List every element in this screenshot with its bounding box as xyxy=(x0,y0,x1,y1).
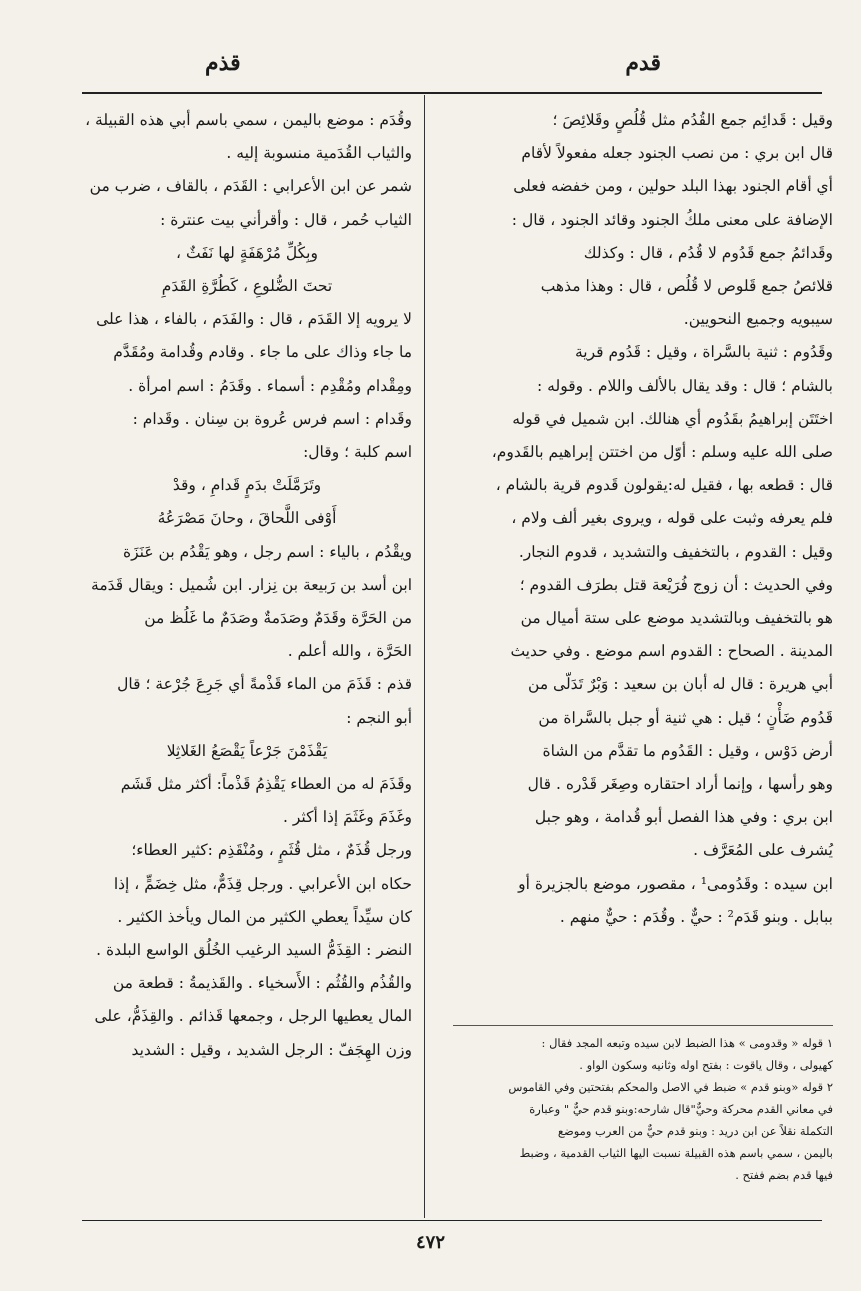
text-line: أي أقام الجنود بهذا البلد حولين ، ومن خفضه فعلى xyxy=(513,177,833,196)
top-rule xyxy=(82,92,822,94)
text-line: حكاه ابن الأعرابي . ورجل قِذَمٌّ، مثل خِضَمٍّ ، إذا xyxy=(113,874,412,893)
verse-line: وتَرَمَّلَتْ بدَمٍ قَدامِ ، وقدْ xyxy=(172,476,322,495)
text-line: أبي هريرة : قال له أبان بن سعيد : وَبْرٌ تَدَلّى من xyxy=(528,675,833,694)
text-line: قلائصُ جمع قَلوص لا قُلُص ، قال : وهذا مذهب xyxy=(540,277,833,296)
text-line: وفي الحديث : أن زوج فُرَيْعة قتل بطرَف القدوم ؛ xyxy=(519,575,833,594)
text-line: اختَتَن إبراهيمُ بقَدُوم أي هنالك. ابن شميل في قوله xyxy=(512,409,833,428)
text-line: ابن سيده : وقَدُومى¹ ، مقصور، موضع بالجزيرة أو xyxy=(518,874,833,893)
verse-line: أَوْفى اللَّحاقَ ، وحانَ مَصْرَعُهُ xyxy=(157,509,337,528)
text-line: الثياب حُمر ، قال : وأقرأني بيت عنترة : xyxy=(160,210,412,229)
column-divider xyxy=(424,95,425,1218)
text-line: قال : قطعه بها ، فقيل له:يقولون قَدوم قرية بالشام ، xyxy=(495,476,833,495)
verse-line: يَقْذَمْنَ جَرْعاً يَقْصَعُ الغَلاثِلا xyxy=(166,741,328,760)
text-line: وقَدُوم : ثنية بالسَّراة ، وقيل : قَدُوم قرية xyxy=(574,343,833,362)
text-line: وزن الهِجَفّ : الرجل الشديد ، وقيل : الشديد xyxy=(131,1040,412,1059)
text-line: أرض دَوْس ، وقيل : القَدُوم ما تقدَّم من الشاة xyxy=(542,741,833,760)
page-number: ٤٧٢ xyxy=(415,1232,445,1253)
text-line: هو بالتخفيف وبالتشديد موضع على ستة أميال من xyxy=(520,609,833,628)
header-right-word: قدم xyxy=(625,50,661,76)
footnote-line: ١ قوله « وقدومى » هذا الضبط لابن سيده وتبعه المجد فقال : xyxy=(541,1036,833,1050)
text-line: لا يرويه إلا القَدَم ، قال : والفَدَم ، بالفاء ، هذا على xyxy=(96,310,412,329)
text-line: وقيل : قَدائِم جمع القُدُم مثل قُلُصٍ وقَلائِصَ ؛ xyxy=(552,111,833,129)
footnote-line: التكملة نقلاً عن ابن دريد : وبنو قدم حيٌّ من العرب وموضع xyxy=(557,1124,833,1138)
footnote-line: فيها قدم بضم ففتح . xyxy=(735,1168,833,1182)
text-line: وقَدام : اسم فرس عُروة بن سِنان . وقَدام : xyxy=(132,409,412,428)
text-line: وقُدَم : موضع باليمن ، سمي باسم أبي هذه القبيلة ، xyxy=(85,111,412,129)
footnote-line: باليمن ، سمي باسم هذه القبيلة نسبت اليها الثياب القدمية ، وضبط xyxy=(519,1146,833,1160)
bottom-rule xyxy=(82,1220,822,1221)
footnote-line: في معاني القدم محركة وحيٌّ"قال شارحه:وبنو قدم حيٌّ " وعبارة xyxy=(529,1102,833,1116)
text-line: ومِقْدام ومُقْدِم : أسماء . وقَدَمُ : اسم امرأة . xyxy=(128,376,412,395)
footnote-line: ٢ قوله «وبنو قدم » ضبط في الاصل والمحكم بفتحتين وفي القاموس xyxy=(508,1080,833,1094)
text-line: بالشام ؛ قال : وقد يقال بالألف واللام . وقوله : xyxy=(537,376,833,395)
text-line: أبو النجم : xyxy=(346,708,412,727)
text-line: النضر : القِذَمُّ السيد الرغيب الخُلُق الواسع البلدة . xyxy=(96,941,412,960)
text-line: المدينة . الصحاح : القدوم اسم موضع . وفي حديث xyxy=(510,642,833,661)
header-left-word: قذم xyxy=(205,50,241,76)
text-line: كان سيِّداً يعطي الكثير من المال ويأخذ الكثير . xyxy=(117,907,412,926)
text-line: ما جاء وذاك على ما جاء . وقادم وقُدامة ومُقَدَّم xyxy=(113,343,412,362)
footnote-rule xyxy=(453,1025,833,1026)
text-line: الحَرَّة ، والله أعلم . xyxy=(287,642,412,661)
text-line: قَدُوم ضَأْنٍ ؛ قيل : هي ثنية أو جبل بالسَّراة من xyxy=(538,708,833,727)
text-line: وقَذَمَ له من العطاء يَقْذِمُ قَذْماً: أكثر مثل قَشَم xyxy=(120,775,412,794)
text-line: وهو رأسها ، وإنما أراد احتقاره وصِغَر قَدْره . قال xyxy=(527,775,833,794)
text-line: وقَدائمُ جمع قَدُوم لا قُدُم ، قال : وكذلك xyxy=(583,243,833,262)
text-line: قال ابن بري : من نصب الجنود جعله مفعولاً لأقام xyxy=(521,144,833,163)
right-column xyxy=(451,104,833,934)
text-line: فلم يعرفه وثبت على قوله ، ويروى بغير ألف ولام ، xyxy=(511,509,833,528)
text-line: شمر عن ابن الأعرابي : القَدَم ، بالقاف ، ضرب من xyxy=(89,177,412,196)
text-line: يُشرف على المُعَرَّف . xyxy=(693,841,833,860)
text-line: ابن أسد بن رَبيعة بن نِزار. ابن شُميل : ويقال قَدَمة xyxy=(91,575,412,594)
text-line: وغَذَمَ وغَثَمَ إذا أكثر . xyxy=(283,808,412,827)
text-line: من الحَرَّة وقَدَمٌ وصَدَمةٌ وصَدَمٌ ما غَلُظ من xyxy=(144,609,412,628)
text-line: والثياب القُدَمية منسوبة إليه . xyxy=(226,144,412,163)
text-line: الإضافة على معنى ملكُ الجنود وقائد الجنود ، قال : xyxy=(511,210,833,229)
text-line: ورجل قُذَمٌ ، مثل قُثَمٍ ، ومُنْقَذِم :كثير العطاء؛ xyxy=(131,841,412,860)
left-column xyxy=(82,104,412,1067)
text-line: وقيل : القدوم ، بالتخفيف والتشديد ، قدوم النجار. xyxy=(518,542,833,561)
text-line: سيبويه وجميع النحويين. xyxy=(683,310,833,329)
footnote-line: كهيولى ، وقال ياقوت : بفتح اوله وثانيه وسكون الواو . xyxy=(579,1058,833,1072)
text-line: اسم كلبة ؛ وقال: xyxy=(303,443,412,462)
text-line: ببابل . وبنو قَدَم² : حيٌّ . وقُدَم : حيٌّ منهم . xyxy=(559,907,833,926)
text-line: ويقْدُم ، بالياء : اسم رجل ، وهو يَقْدُم بن عَنَزَة xyxy=(123,542,412,561)
text-line: المال يعطيها الرجل ، وجمعها قَذائم . والقِذَمُّ، على xyxy=(94,1007,412,1026)
text-line: ابن بري : وفي هذا الفصل أبو قُدامة ، وهو جبل xyxy=(534,808,833,827)
verse-line: تحتَ الضُّلوعِ ، كَطُرَّةِ القَدَمِ xyxy=(161,277,333,296)
text-line: والقُذُم والقُثُم : الأَسخياء . والقَذيمةُ : قطعة من xyxy=(112,974,412,993)
text-line: صلى الله عليه وسلم : أوّل من اختتن إبراهيم بالقَدوم، xyxy=(491,443,833,462)
text-line: قذم : قَذَمَ من الماء قَذْمةً أي جَرِعَ جُرْعة ؛ قال xyxy=(117,675,412,694)
footnotes xyxy=(451,1032,833,1186)
verse-line: وبِكُلِّ مُرْهَفَةٍ لها نَفَثٌ ، xyxy=(176,243,318,262)
